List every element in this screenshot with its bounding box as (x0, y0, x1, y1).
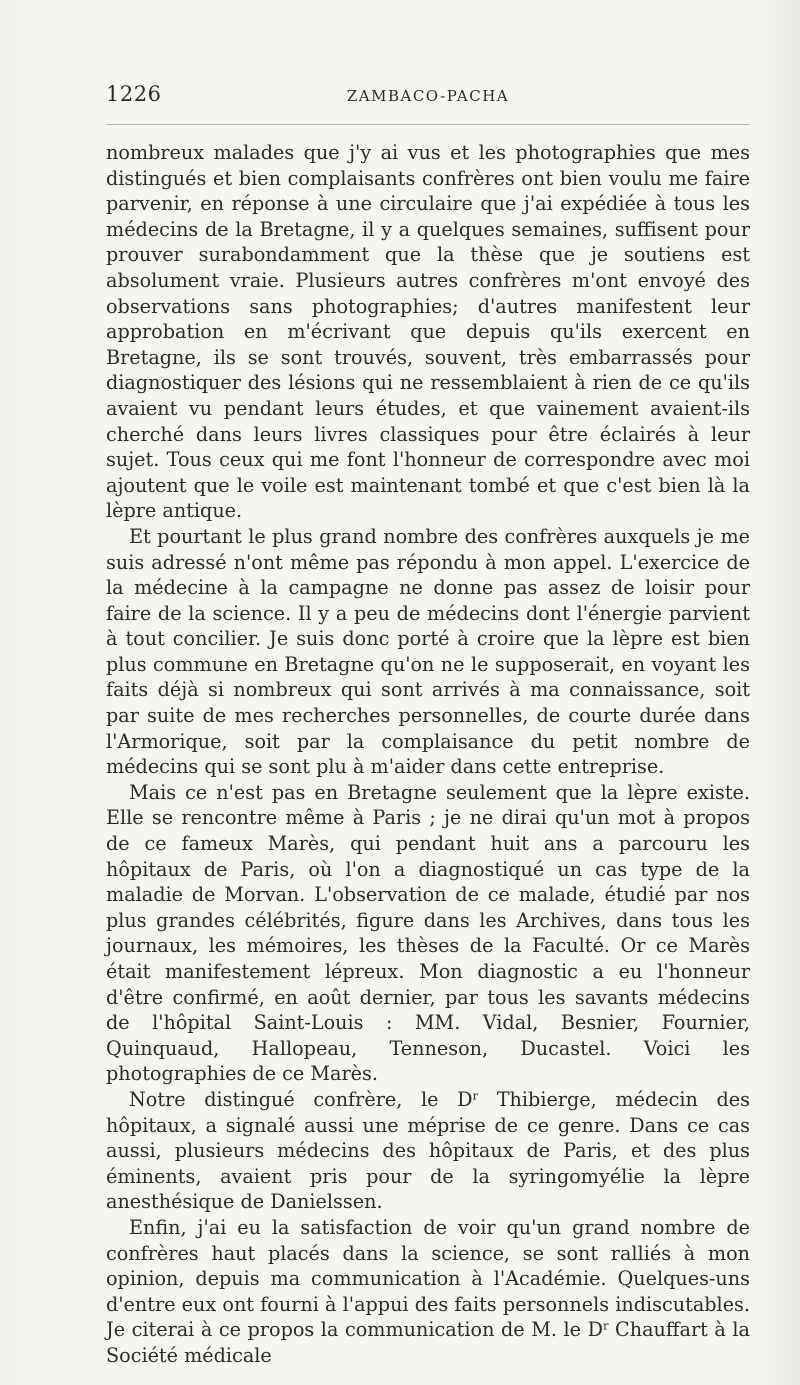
paragraph-text: Notre distingué confrère, le D (129, 1087, 473, 1111)
page-number: 1226 (106, 82, 162, 106)
paragraph-3 (106, 780, 750, 1087)
paragraph-2 (106, 524, 750, 780)
page-header (106, 82, 750, 112)
paragraph-text: Thibierge, médecin des hôpitaux, a signalé aussi une méprise de ce genre. Dans ce cas aussi, plusieurs médecins des hôpitaux de Paris, et des plus éminents, avaient pris pour de la syringomyélie la lèpre anesthésique de Danielssen. (106, 1087, 751, 1214)
paragraph-text: Enfin, j'ai eu la satisfaction de voir qu'un grand nombre de confrères haut placés dans la science, se sont ralliés à mon opinion, depuis ma communication à l'Académie. Quelques-uns d'entre eux ont fourni à l'appui des faits personnels indiscutables. Je citerai à ce propos la communication de M. le D (106, 1215, 750, 1342)
running-title: ZAMBACO-PACHA (346, 87, 510, 105)
header-rule (106, 124, 750, 125)
body-text (106, 140, 750, 1369)
paragraph-4 (106, 1087, 750, 1215)
paragraph-text: Mais ce n'est pas en Bretagne seulement que la lèpre existe. Elle se rencontre même à Paris ; je ne dirai qu'un mot à propos de ce fameux Marès, qui pendant huit ans a parcouru les hôpitaux de Paris, où l'on a diagnostiqué un cas type de la maladie de Morvan. L'observation de ce malade, étudié par nos plus grandes célébrités, figure dans les Archives, dans tous les journaux, les mémoires, les thèses de la Faculté. Or ce Marès était manifestement lépreux. Mon diagnostic a eu l'honneur d'être confirmé, en août dernier, par tous les savants médecins de l'hôpital Saint-Louis : MM. Vidal, Besnier, Fournier, Quinquaud, Hallopeau, Tenneson, Ducastel. Voici les photographies de ce Marès. (106, 780, 750, 1086)
paragraph-text: nombreux malades que j'y ai vus et les photographies que mes distingués et bien complaisants confrères ont bien voulu me faire parvenir, en réponse à une circulaire que j'ai expédiée à tous les médecins de la Bretagne, il y a quelques semaines, suffisent pour prouver surabondamment que la thèse que je soutiens est absolument vraie. Plusieurs autres confrères m'ont envoyé des observations sans photographies; d'autres manifestent leur approbation en m'écrivant que depuis qu'ils exercent en Bretagne, ils se sont trouvés, souvent, très embarrassés pour diagnostiquer des lésions qui ne ressemblaient à rien de ce qu'ils avaient vu pendant leurs études, et que vainement avaient-ils cherché dans leurs livres classiques pour être éclairés à leur sujet. Tous ceux qui me font l'honneur de correspondre avec moi ajoutent que le voile est maintenant tombé et que c'est bien là la lèpre antique. (106, 141, 750, 523)
paragraph-text: Chauffart à la Société médicale (106, 1318, 750, 1367)
paragraph-text: Et pourtant le plus grand nombre des confrères auxquels je me suis adressé n'ont même pas répondu à mon appel. L'exercice de la médecine à la campagne ne donne pas assez de loisir pour faire de la science. Il y a peu de médecins dont l'énergie parvient à tout concilier. Je suis donc porté à croire que la lèpre est bien plus commune en Bretagne qu'on ne le supposerait, en voyant les faits déjà si nombreux qui sont arrivés à ma connaissance, soit par suite de mes recherches personnelles, de courte durée dans l'Armorique, soit par la complaisance du petit nombre de médecins qui se sont plu à m'aider dans cette entreprise. (106, 524, 750, 779)
superscript: r (602, 1318, 609, 1333)
paragraph-5 (106, 1215, 750, 1369)
paragraph-1 (106, 140, 750, 524)
superscript: r (472, 1088, 479, 1103)
